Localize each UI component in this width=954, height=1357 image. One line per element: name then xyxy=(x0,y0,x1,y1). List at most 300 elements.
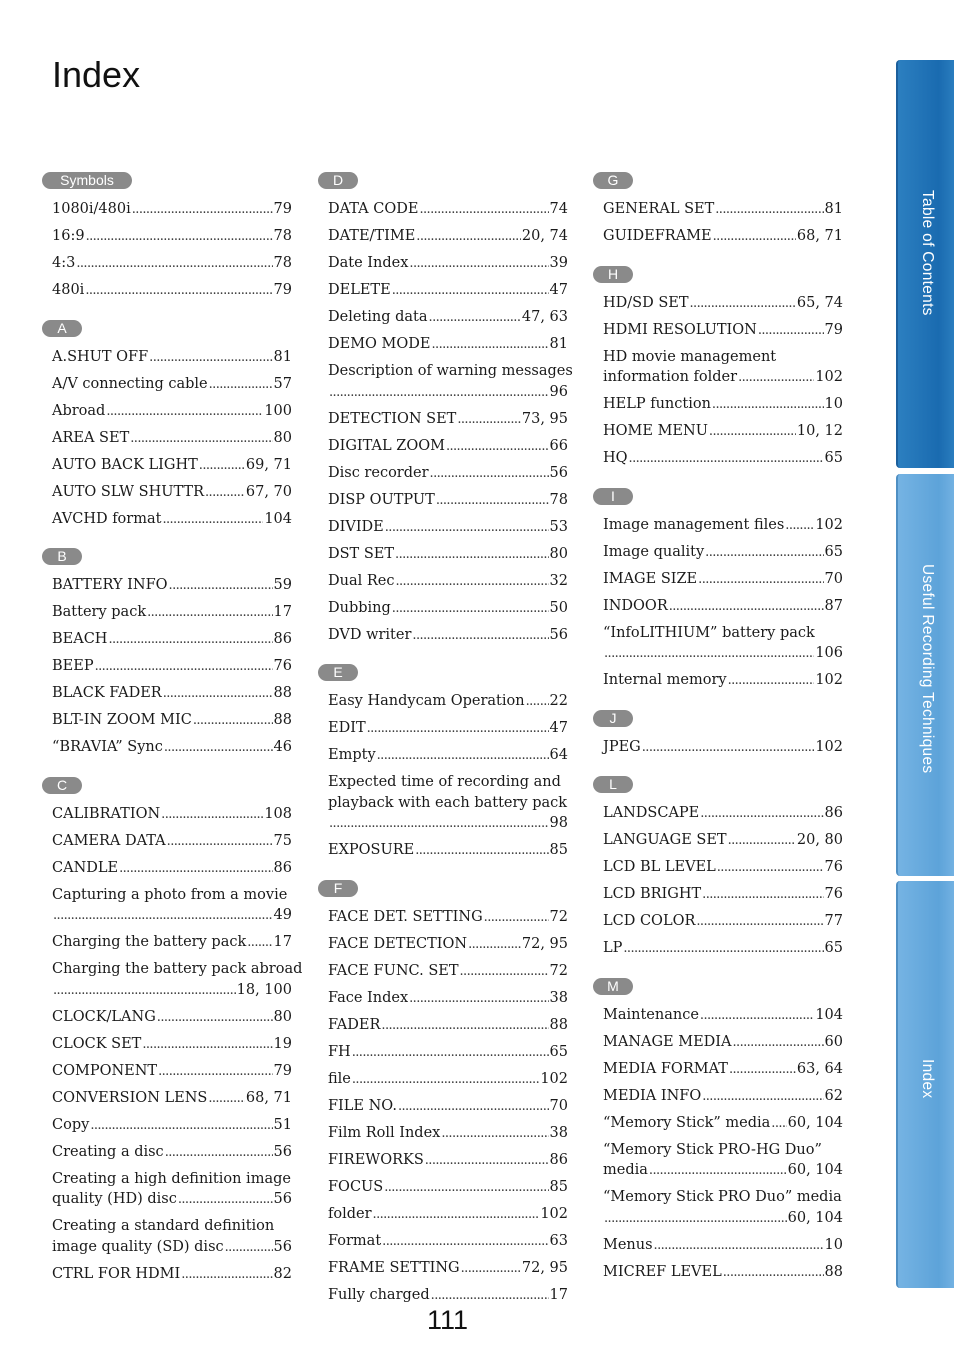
dot-leader xyxy=(457,409,521,431)
dot-leader xyxy=(669,596,824,618)
index-entry[interactable] xyxy=(328,1150,568,1172)
dot-leader xyxy=(604,1208,787,1230)
dot-leader xyxy=(381,1015,548,1037)
dot-leader xyxy=(329,813,549,835)
entry-text: IMAGE SIZE xyxy=(603,570,698,587)
page-reference: 73, 95 xyxy=(521,410,568,427)
index-entry[interactable] xyxy=(603,515,843,537)
entry-text: HELP function xyxy=(603,396,711,412)
index-entry[interactable] xyxy=(603,293,843,315)
index-entry[interactable] xyxy=(603,569,843,591)
index-entry[interactable] xyxy=(603,911,843,933)
entry-text: DEMO MODE xyxy=(328,336,431,352)
dot-leader xyxy=(181,1264,272,1286)
dot-leader xyxy=(728,670,815,692)
dot-leader xyxy=(700,803,823,825)
index-entry[interactable] xyxy=(52,1169,292,1211)
index-entry[interactable] xyxy=(328,253,568,275)
dot-leader xyxy=(395,571,548,593)
dot-leader xyxy=(373,1204,540,1226)
index-entry[interactable] xyxy=(52,885,292,927)
entry-text: Deleting data xyxy=(328,309,428,325)
index-entry[interactable] xyxy=(52,226,292,248)
page-reference: 10, 12 xyxy=(796,423,843,439)
dot-leader xyxy=(164,737,273,759)
index-entry[interactable] xyxy=(603,448,843,470)
page-reference: 56 xyxy=(273,1143,292,1160)
dot-leader xyxy=(209,374,273,396)
page-reference: 108 xyxy=(264,805,292,822)
index-entry[interactable] xyxy=(52,656,292,678)
page-reference: 78 xyxy=(549,491,568,508)
index-section xyxy=(328,170,573,646)
index-entry[interactable] xyxy=(52,199,292,221)
dot-leader xyxy=(53,980,236,1002)
entry-text: HD/SD SET xyxy=(603,294,689,311)
index-entry[interactable] xyxy=(328,1204,568,1226)
index-entry[interactable] xyxy=(328,1285,568,1307)
index-entry[interactable] xyxy=(328,1015,568,1037)
page-reference: 86 xyxy=(273,859,292,876)
page-reference: 49 xyxy=(273,907,292,923)
dot-leader xyxy=(158,1061,272,1083)
dot-leader xyxy=(441,1123,548,1145)
entry-text: Fully charged xyxy=(328,1286,430,1303)
page-reference: 81 xyxy=(824,201,843,217)
index-entry[interactable] xyxy=(52,1088,292,1110)
page-reference: 79 xyxy=(273,1062,292,1079)
entry-text: Creating a disc xyxy=(52,1143,164,1160)
index-section xyxy=(603,486,843,692)
index-entry[interactable] xyxy=(52,804,292,826)
index-entry[interactable] xyxy=(328,463,568,485)
index-entry[interactable] xyxy=(328,517,568,539)
entry-text: Capturing a photo from a movie xyxy=(52,886,288,903)
entry-text: GUIDEFRAME xyxy=(603,228,712,244)
index-entry[interactable] xyxy=(328,409,568,431)
dot-leader xyxy=(193,710,273,732)
index-entry[interactable] xyxy=(52,280,292,302)
entry-text: Film Roll Index xyxy=(328,1124,441,1141)
page-reference: 20, 80 xyxy=(796,832,843,848)
dot-leader xyxy=(205,482,245,504)
dot-leader xyxy=(329,382,549,404)
dot-leader xyxy=(623,938,823,960)
entry-text: DISP OUTPUT xyxy=(328,491,435,508)
entry-text: Dubbing xyxy=(328,599,391,616)
index-entry[interactable] xyxy=(328,772,568,835)
index-entry[interactable] xyxy=(52,428,292,450)
index-entry[interactable] xyxy=(52,858,292,880)
index-entry[interactable] xyxy=(603,199,843,221)
section-header: Symbols xyxy=(42,172,132,189)
page-reference: 106 xyxy=(815,645,843,661)
entry-text: Copy xyxy=(52,1116,90,1133)
entry-text: Maintenance xyxy=(603,1006,699,1023)
page-reference: 102 xyxy=(540,1070,568,1087)
page-reference: 56 xyxy=(273,1238,292,1255)
tab-table-of-contents[interactable] xyxy=(896,60,954,468)
page-title: Index xyxy=(52,54,141,95)
dot-leader xyxy=(416,226,521,248)
dot-leader xyxy=(468,934,521,956)
index-section xyxy=(603,774,843,960)
dot-leader xyxy=(392,280,549,302)
index-entry[interactable] xyxy=(603,1032,843,1054)
page-reference: 53 xyxy=(549,518,568,535)
page-reference: 22 xyxy=(549,693,568,709)
page-reference: 50 xyxy=(549,599,568,616)
page-reference: 86 xyxy=(549,1151,568,1168)
index-entry[interactable] xyxy=(328,1123,568,1145)
index-entry[interactable] xyxy=(328,226,568,248)
index-section xyxy=(52,170,292,302)
index-entry[interactable] xyxy=(52,959,303,1001)
page-reference: 62 xyxy=(824,1087,843,1104)
entry-text: HOME MENU xyxy=(603,423,708,439)
index-section xyxy=(328,662,568,862)
page-reference: 74 xyxy=(549,201,568,217)
page-reference: 88 xyxy=(824,1263,843,1280)
index-entry[interactable] xyxy=(52,602,292,624)
dot-leader xyxy=(729,1059,796,1081)
page-reference: 87 xyxy=(824,597,843,614)
index-entry[interactable] xyxy=(603,670,843,692)
section-header: H xyxy=(593,266,633,283)
page-reference: 82 xyxy=(273,1265,292,1282)
page-reference: 75 xyxy=(273,832,292,849)
section-header: F xyxy=(318,880,358,897)
dot-leader xyxy=(654,1235,824,1257)
index-entry[interactable] xyxy=(603,226,843,248)
index-entry[interactable] xyxy=(52,1264,292,1286)
entry-text: MICREF LEVEL xyxy=(603,1263,722,1280)
index-entry[interactable] xyxy=(52,737,292,759)
index-entry[interactable] xyxy=(603,938,843,960)
dot-leader xyxy=(352,1042,549,1064)
index-entry[interactable] xyxy=(52,629,292,651)
index-entry[interactable] xyxy=(52,374,292,396)
index-entry[interactable] xyxy=(328,1096,568,1118)
entry-text: EDIT xyxy=(328,720,366,736)
index-entry[interactable] xyxy=(328,199,568,221)
index-entry[interactable] xyxy=(603,623,843,665)
entry-text: JPEG xyxy=(603,738,641,755)
page-reference: 76 xyxy=(273,658,292,674)
index-entry[interactable] xyxy=(328,1231,568,1253)
entry-text: CANDLE xyxy=(52,859,119,876)
entry-text: 16:9 xyxy=(52,228,85,244)
entry-text: A/V connecting cable xyxy=(52,375,208,392)
page-reference: 78 xyxy=(273,228,292,244)
entry-text: “Memory Stick” media xyxy=(603,1114,771,1131)
entry-text: DIGITAL ZOOM xyxy=(328,437,445,454)
page-reference: 102 xyxy=(815,369,843,385)
page-reference: 72, 95 xyxy=(521,935,568,952)
index-entry[interactable] xyxy=(603,884,843,906)
index-entry[interactable] xyxy=(328,307,568,329)
section-header: B xyxy=(42,548,82,565)
dot-leader xyxy=(119,858,272,880)
index-entry[interactable] xyxy=(603,803,843,825)
index-entry[interactable] xyxy=(52,1115,292,1137)
entry-text: FILE NO. xyxy=(328,1097,397,1114)
entry-text: BLACK FADER xyxy=(52,685,162,701)
index-entry[interactable] xyxy=(328,961,568,983)
index-entry[interactable] xyxy=(52,347,292,369)
dot-leader xyxy=(165,1142,273,1164)
index-entry[interactable] xyxy=(52,401,292,423)
page-reference: 80 xyxy=(549,545,568,562)
entry-text: Creating a high definition image xyxy=(52,1170,291,1187)
entry-text: “InfoLITHIUM” battery pack xyxy=(603,624,815,641)
index-entry[interactable] xyxy=(52,575,292,597)
entry-text: CONVERSION LENS xyxy=(52,1089,208,1106)
entry-text: Creating a standard definition xyxy=(52,1218,275,1234)
dot-leader xyxy=(713,226,796,248)
entry-text: Date Index xyxy=(328,255,409,271)
entry-text: DATE/TIME xyxy=(328,228,416,244)
entry-text: CLOCK/LANG xyxy=(52,1008,156,1025)
index-entry[interactable] xyxy=(328,625,568,647)
section-header: A xyxy=(42,320,82,337)
index-entry[interactable] xyxy=(603,1059,843,1081)
index-entry[interactable] xyxy=(328,988,568,1010)
entry-text: 4:3 xyxy=(52,255,76,271)
entry-text: AVCHD format xyxy=(52,510,162,527)
index-entry[interactable] xyxy=(52,253,292,275)
page-reference: 63 xyxy=(549,1232,568,1249)
index-entry[interactable] xyxy=(328,1042,568,1064)
entry-text: FH xyxy=(328,1043,351,1060)
index-entry[interactable] xyxy=(52,932,292,954)
index-entry[interactable] xyxy=(52,455,292,477)
entry-text: LP xyxy=(603,940,623,956)
index-entry[interactable] xyxy=(52,1142,292,1164)
index-entry[interactable] xyxy=(328,436,568,458)
index-entry[interactable] xyxy=(603,1262,843,1284)
page-reference: 39 xyxy=(549,255,568,271)
entry-text: MEDIA FORMAT xyxy=(603,1060,728,1077)
entry-text: Format xyxy=(328,1232,382,1249)
index-entry[interactable] xyxy=(52,1061,292,1083)
index-section xyxy=(603,976,843,1284)
section-header: G xyxy=(593,172,633,189)
entry-text: Expected time of recording and xyxy=(328,774,561,790)
entry-text: FACE DET. SETTING xyxy=(328,908,483,925)
dot-leader xyxy=(76,253,272,275)
index-entry[interactable] xyxy=(52,831,292,853)
entry-text: FACE FUNC. SET xyxy=(328,962,459,979)
index-entry[interactable] xyxy=(328,571,568,593)
dot-leader xyxy=(85,280,272,302)
dot-leader xyxy=(460,961,549,983)
entry-text: file xyxy=(328,1070,351,1087)
index-entry[interactable] xyxy=(328,691,568,713)
dot-leader xyxy=(642,737,815,759)
index-entry[interactable] xyxy=(328,490,568,512)
dot-leader xyxy=(738,367,814,389)
dot-leader xyxy=(382,1231,548,1253)
entry-text: DATA CODE xyxy=(328,201,419,217)
index-entry[interactable] xyxy=(52,710,292,732)
index-section xyxy=(603,170,843,248)
entry-text: MEDIA INFO xyxy=(603,1087,702,1104)
entry-text: LCD COLOR xyxy=(603,913,696,929)
dot-leader xyxy=(696,911,823,933)
page-reference: 68, 71 xyxy=(796,228,843,244)
index-entry[interactable] xyxy=(328,840,568,862)
page-reference: 65 xyxy=(824,450,843,466)
index-entry[interactable] xyxy=(603,320,843,342)
dot-leader xyxy=(169,575,273,597)
index-entry[interactable] xyxy=(52,482,292,504)
index-entry[interactable] xyxy=(52,1007,292,1029)
dot-leader xyxy=(142,1034,272,1056)
dot-leader xyxy=(149,347,272,369)
page-reference: 70 xyxy=(549,1097,568,1114)
page-reference: 65 xyxy=(824,543,843,560)
index-entry[interactable] xyxy=(603,737,843,759)
page-reference: 98 xyxy=(549,815,568,831)
dot-leader xyxy=(733,1032,824,1054)
index-entry[interactable] xyxy=(603,1140,843,1182)
page-reference: 79 xyxy=(824,321,843,338)
dot-leader xyxy=(384,1177,548,1199)
entry-text: information folder xyxy=(603,369,738,385)
index-entry[interactable] xyxy=(52,509,292,531)
page-reference: 88 xyxy=(549,1016,568,1033)
page-reference: 77 xyxy=(824,913,843,929)
tab-index[interactable] xyxy=(896,881,954,1288)
entry-text: AUTO SLW SHUTTR xyxy=(52,483,205,500)
index-entry[interactable] xyxy=(328,1069,568,1091)
dot-leader xyxy=(409,988,548,1010)
index-entry[interactable] xyxy=(328,745,568,767)
dot-leader xyxy=(367,718,549,740)
page-reference: 104 xyxy=(264,510,292,527)
index-entry[interactable] xyxy=(328,334,568,356)
entry-text: image quality (SD) disc xyxy=(52,1238,224,1255)
index-column-3 xyxy=(603,170,843,1299)
index-entry[interactable] xyxy=(328,907,568,929)
index-entry[interactable] xyxy=(603,347,843,389)
index-entry[interactable] xyxy=(603,830,843,852)
page-reference: 79 xyxy=(273,282,292,298)
page-reference: 60, 104 xyxy=(787,1114,843,1131)
page-reference: 79 xyxy=(273,201,292,217)
dot-leader xyxy=(702,884,823,906)
index-entry[interactable] xyxy=(52,683,292,705)
entry-text: CLOCK SET xyxy=(52,1035,142,1052)
index-entry[interactable] xyxy=(328,544,568,566)
entry-text: “Memory Stick PRO-HG Duo” xyxy=(603,1141,822,1158)
index-entry[interactable] xyxy=(328,934,568,956)
dot-leader xyxy=(385,517,549,539)
entry-text: Disc recorder xyxy=(328,464,429,481)
dot-leader xyxy=(709,421,796,443)
page-reference: 57 xyxy=(273,375,292,392)
section-header: J xyxy=(593,710,633,727)
page-reference: 63, 64 xyxy=(796,1060,843,1077)
index-entry[interactable] xyxy=(603,1005,843,1027)
index-entry[interactable] xyxy=(328,1177,568,1199)
tab-useful-recording-techniques[interactable] xyxy=(896,474,954,876)
dot-leader xyxy=(432,334,549,356)
index-entry[interactable] xyxy=(603,1187,843,1229)
dot-leader xyxy=(147,602,272,624)
dot-leader xyxy=(429,307,521,329)
entry-text: MANAGE MEDIA xyxy=(603,1033,732,1050)
entry-text: “BRAVIA” Sync xyxy=(52,739,163,755)
index-entry[interactable] xyxy=(603,1086,843,1108)
dot-leader xyxy=(461,1258,521,1280)
index-entry[interactable] xyxy=(328,1258,568,1280)
page-reference: 80 xyxy=(273,429,292,446)
index-entry[interactable] xyxy=(328,598,568,620)
page-reference: 68, 71 xyxy=(245,1089,292,1106)
page-reference: 20, 74 xyxy=(521,228,568,244)
index-entry[interactable] xyxy=(328,718,568,740)
index-entry[interactable] xyxy=(603,394,843,416)
page-reference: 76 xyxy=(824,859,843,875)
entry-text: DETECTION SET xyxy=(328,410,457,427)
page-reference: 80 xyxy=(273,1008,292,1025)
page-reference: 10 xyxy=(824,1236,843,1253)
index-entry[interactable] xyxy=(603,1113,843,1135)
dot-leader xyxy=(132,199,273,221)
index-column-2 xyxy=(328,170,573,1322)
page-reference: 65 xyxy=(549,1043,568,1060)
page-reference: 65, 74 xyxy=(796,294,843,311)
index-entry[interactable] xyxy=(328,361,573,403)
dot-leader xyxy=(484,907,549,929)
page-reference: 102 xyxy=(815,516,843,533)
entry-text: Face Index xyxy=(328,989,409,1006)
index-entry[interactable] xyxy=(603,857,843,879)
index-entry[interactable] xyxy=(603,542,843,564)
dot-leader xyxy=(728,830,796,852)
entry-text: EXPOSURE xyxy=(328,842,415,858)
page-reference: 47, 63 xyxy=(521,309,568,325)
page-reference: 81 xyxy=(273,348,292,365)
page-reference: 47 xyxy=(549,282,568,298)
dot-leader xyxy=(717,857,824,879)
index-entry[interactable] xyxy=(52,1034,292,1056)
entry-text: A.SHUT OFF xyxy=(52,348,149,365)
page-reference: 38 xyxy=(549,989,568,1006)
entry-text: Description of warning messages xyxy=(328,363,573,379)
entry-text: folder xyxy=(328,1205,372,1222)
page-reference: 46 xyxy=(273,739,292,755)
index-entry[interactable] xyxy=(52,1216,292,1258)
dot-leader xyxy=(446,436,549,458)
dot-leader xyxy=(247,932,272,954)
index-entry[interactable] xyxy=(603,596,843,618)
entry-text: LANGUAGE SET xyxy=(603,832,727,848)
section-header: D xyxy=(318,172,358,189)
entry-text: CTRL FOR HDMI xyxy=(52,1265,181,1282)
page-reference: 85 xyxy=(549,842,568,858)
page-reference: 102 xyxy=(815,738,843,755)
index-entry[interactable] xyxy=(603,421,843,443)
index-entry[interactable] xyxy=(328,280,568,302)
page-reference: 72 xyxy=(549,908,568,925)
section-header: E xyxy=(318,664,358,681)
entry-text: DIVIDE xyxy=(328,518,384,535)
page-reference: 72, 95 xyxy=(521,1259,568,1276)
index-entry[interactable] xyxy=(603,1235,843,1257)
